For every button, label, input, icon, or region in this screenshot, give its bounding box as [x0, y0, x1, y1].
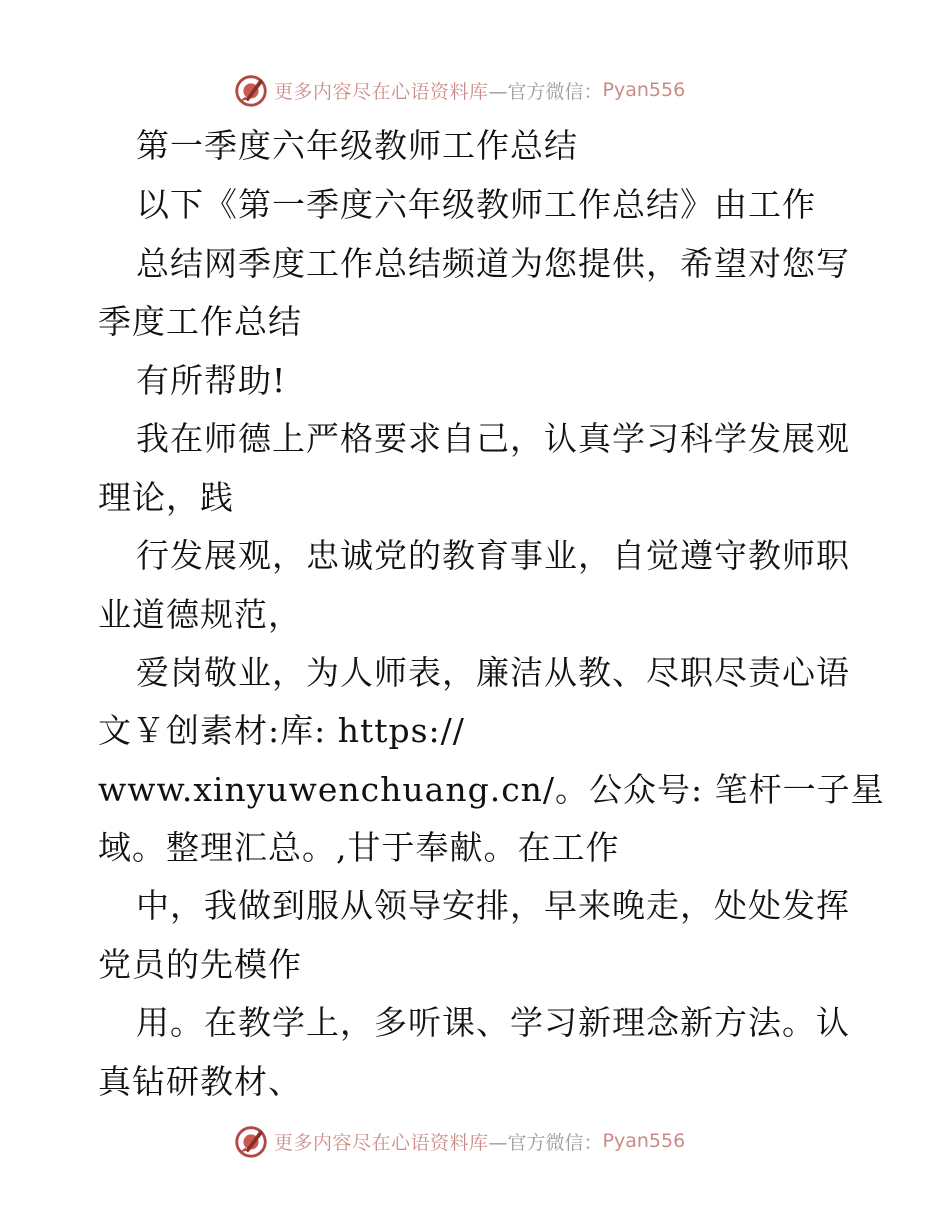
paragraph-line: 以下《第一季度六年级教师工作总结》由工作 [136, 185, 816, 224]
paragraph-line: 总结网季度工作总结频道为您提供，希望对您写 [136, 244, 850, 283]
paragraph-line: 我在师德上严格要求自己，认真学习科学发展观 [136, 419, 850, 458]
footer-watermark [232, 1121, 685, 1161]
document-title: 第一季度六年级教师工作总结 [136, 126, 578, 165]
paragraph-line: 理论，践 [98, 478, 234, 517]
paragraph-line: 季度工作总结 [98, 302, 302, 341]
watermark-wechat-id: Pyan556 [602, 1130, 686, 1152]
paragraph-line: www.xinyuwenchuang.cn/。公众号: 笔杆一子星 [98, 770, 885, 809]
header-watermark [232, 70, 685, 110]
library-logo-icon [232, 1122, 270, 1160]
paragraph-line: 真钻研教材、 [98, 1062, 302, 1101]
paragraph-line: 域。整理汇总。,甘于奉献。在工作 [98, 828, 620, 867]
watermark-text: 更多内容尽在心语资料库 [274, 80, 489, 103]
paragraph-line: 党员的先模作 [98, 945, 302, 984]
paragraph-line: 用。在教学上，多听课、学习新理念新方法。认 [136, 1003, 850, 1042]
paragraph-line: 有所帮助! [136, 361, 287, 400]
paragraph-line: 文￥创素材:库: https:// [98, 711, 465, 750]
watermark-text: 更多内容尽在心语资料库 [274, 1131, 489, 1154]
watermark-wechat-id: Pyan556 [602, 79, 686, 101]
library-logo-icon [232, 71, 270, 109]
watermark-separator: —官方微信： [488, 1131, 603, 1154]
paragraph-line: 行发展观，忠诚党的教育事业，自觉遵守教师职 [136, 536, 850, 575]
watermark-separator: —官方微信： [488, 80, 603, 103]
paragraph-line: 爱岗敬业，为人师表，廉洁从教、尽职尽责心语 [136, 653, 850, 692]
paragraph-line: 中，我做到服从领导安排，早来晚走，处处发挥 [136, 886, 850, 925]
paragraph-line: 业道德规范， [98, 595, 302, 634]
